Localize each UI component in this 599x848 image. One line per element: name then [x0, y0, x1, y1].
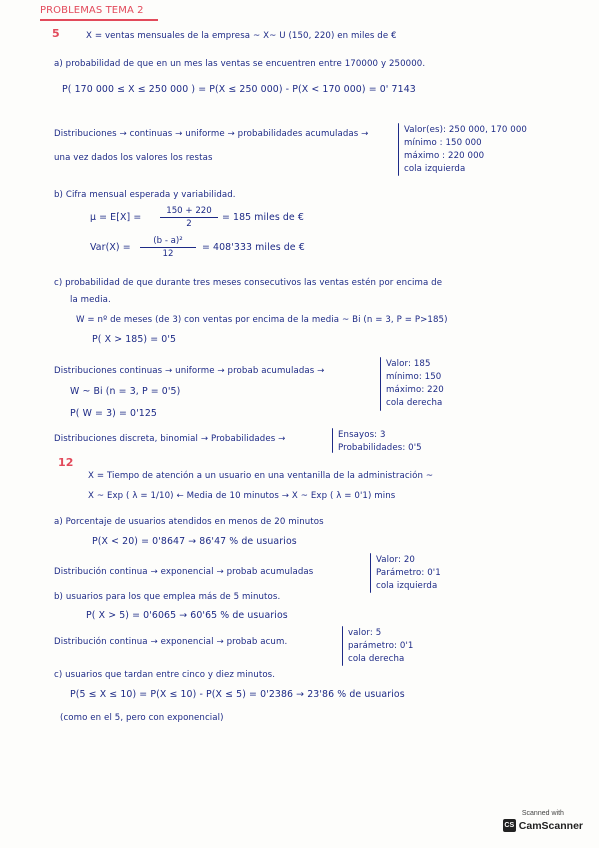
problem-5-number: 5	[52, 27, 60, 40]
camscanner-badge	[503, 810, 583, 832]
p-x-185: P( X > 185) = 0'5	[92, 334, 177, 345]
box2-line-4: cola derecha	[386, 398, 443, 408]
p12-a-formula: P(X < 20) = 0'8647 → 86'47 % de usuarios	[92, 536, 297, 547]
p5-definition: X = ventas mensuales de la empresa ~ X~ U (150, 220) en miles de €	[86, 31, 397, 41]
mu-rhs: = 185 miles de €	[222, 212, 304, 223]
box2-line-3: máximo: 220	[386, 385, 444, 395]
mu-lhs: μ = E[X] =	[90, 212, 142, 223]
p12-c-formula: P(5 ≤ X ≤ 10) = P(X ≤ 10) - P(X ≤ 5) = 0'2386 → 23'86 % de usuarios	[70, 689, 405, 700]
box1-line-1: Valor(es): 250 000, 170 000	[404, 125, 527, 135]
p5-dist1-a: Distribuciones → continuas → uniforme → probabilidades acumuladas →	[54, 129, 369, 139]
brace-3	[332, 428, 333, 453]
p5-b-title: b) Cifra mensual esperada y variabilidad.	[54, 190, 236, 200]
page-title: PROBLEMAS TEMA 2	[40, 5, 144, 16]
box1-line-4: cola izquierda	[404, 164, 466, 174]
p12-def-1: X = Tiempo de atención a un usuario en una ventanilla de la administración ~	[88, 471, 434, 481]
mu-numerator: 150 + 220	[166, 206, 212, 216]
camscanner-brand	[503, 819, 583, 832]
w-binomial: W ~ Bi (n = 3, P = 0'5)	[70, 386, 181, 397]
box-a-line-3: cola izquierda	[376, 581, 438, 591]
box2-line-2: mínimo: 150	[386, 372, 442, 382]
box-b-line-2: parámetro: 0'1	[348, 641, 414, 651]
p5-c-title-1: c) probabilidad de que durante tres meses consecutivos las ventas estén por encima de	[54, 278, 443, 288]
p12-a-title: a) Porcentaje de usuarios atendidos en menos de 20 minutos	[54, 517, 324, 527]
box3-line-2: Probabilidades: 0'5	[338, 443, 422, 453]
title-underline	[40, 19, 158, 21]
var-lhs: Var(X) =	[90, 242, 131, 253]
box1-line-2: mínimo : 150 000	[404, 138, 482, 148]
var-fraction-bar	[140, 247, 196, 248]
p12-b-formula: P( X > 5) = 0'6065 → 60'65 % de usuarios	[86, 610, 288, 621]
camscanner-name: CamScanner	[518, 819, 583, 832]
w-definition: W = nº de meses (de 3) con ventas por encima de la media ~ Bi (n = 3, P = P>185)	[76, 315, 448, 325]
box1-line-3: máximo : 220 000	[404, 151, 485, 161]
problem-12-number: 12	[58, 456, 74, 469]
camscanner-logo-icon: CS	[503, 819, 516, 832]
p5-a-formula: P( 170 000 ≤ X ≤ 250 000 ) = P(X ≤ 250 000) - P(X < 170 000) = 0' 7143	[62, 84, 416, 95]
p12-c-title: c) usuarios que tardan entre cinco y diez minutos.	[54, 670, 276, 680]
box-b-line-1: valor: 5	[348, 628, 382, 638]
box2-line-1: Valor: 185	[386, 359, 431, 369]
p-w-3: P( W = 3) = 0'125	[70, 408, 157, 419]
var-fraction	[140, 236, 196, 259]
p5-dist2: Distribuciones continuas → uniforme → probab acumuladas →	[54, 366, 325, 376]
brace-a	[370, 553, 371, 593]
p12-c-note: (como en el 5, pero con exponencial)	[60, 713, 224, 723]
brace-1	[398, 123, 399, 176]
p12-dist-b: Distribución continua → exponencial → probab acum.	[54, 637, 288, 647]
box-a-line-1: Valor: 20	[376, 555, 415, 565]
p12-b-title: b) usuarios para los que emplea más de 5 minutos.	[54, 592, 281, 602]
mu-fraction-bar	[160, 217, 218, 218]
box-a-line-2: Parámetro: 0'1	[376, 568, 441, 578]
p5-a-title: a) probabilidad de que en un mes las ventas se encuentren entre 170000 y 250000.	[54, 59, 426, 69]
p12-dist-a: Distribución continua → exponencial → probab acumuladas	[54, 567, 314, 577]
box3-line-1: Ensayos: 3	[338, 430, 386, 440]
mu-fraction	[160, 206, 218, 229]
p12-def-2: X ~ Exp ( λ = 1/10) ← Media de 10 minutos → X ~ Exp ( λ = 0'1) mins	[88, 491, 396, 501]
p5-dist3: Distribuciones discreta, binomial → Probabilidades →	[54, 434, 286, 444]
mu-denominator: 2	[186, 219, 192, 229]
var-rhs: = 408'333 miles de €	[202, 242, 305, 253]
var-numerator: (b - a)²	[153, 236, 183, 246]
p5-c-title-2: la media.	[70, 295, 111, 305]
scanned-with-label: Scanned with	[521, 810, 564, 817]
brace-b	[342, 626, 343, 666]
p5-dist1-b: una vez dados los valores los restas	[54, 153, 213, 163]
var-denominator: 12	[162, 249, 174, 259]
brace-2	[380, 357, 381, 411]
box-b-line-3: cola derecha	[348, 654, 405, 664]
